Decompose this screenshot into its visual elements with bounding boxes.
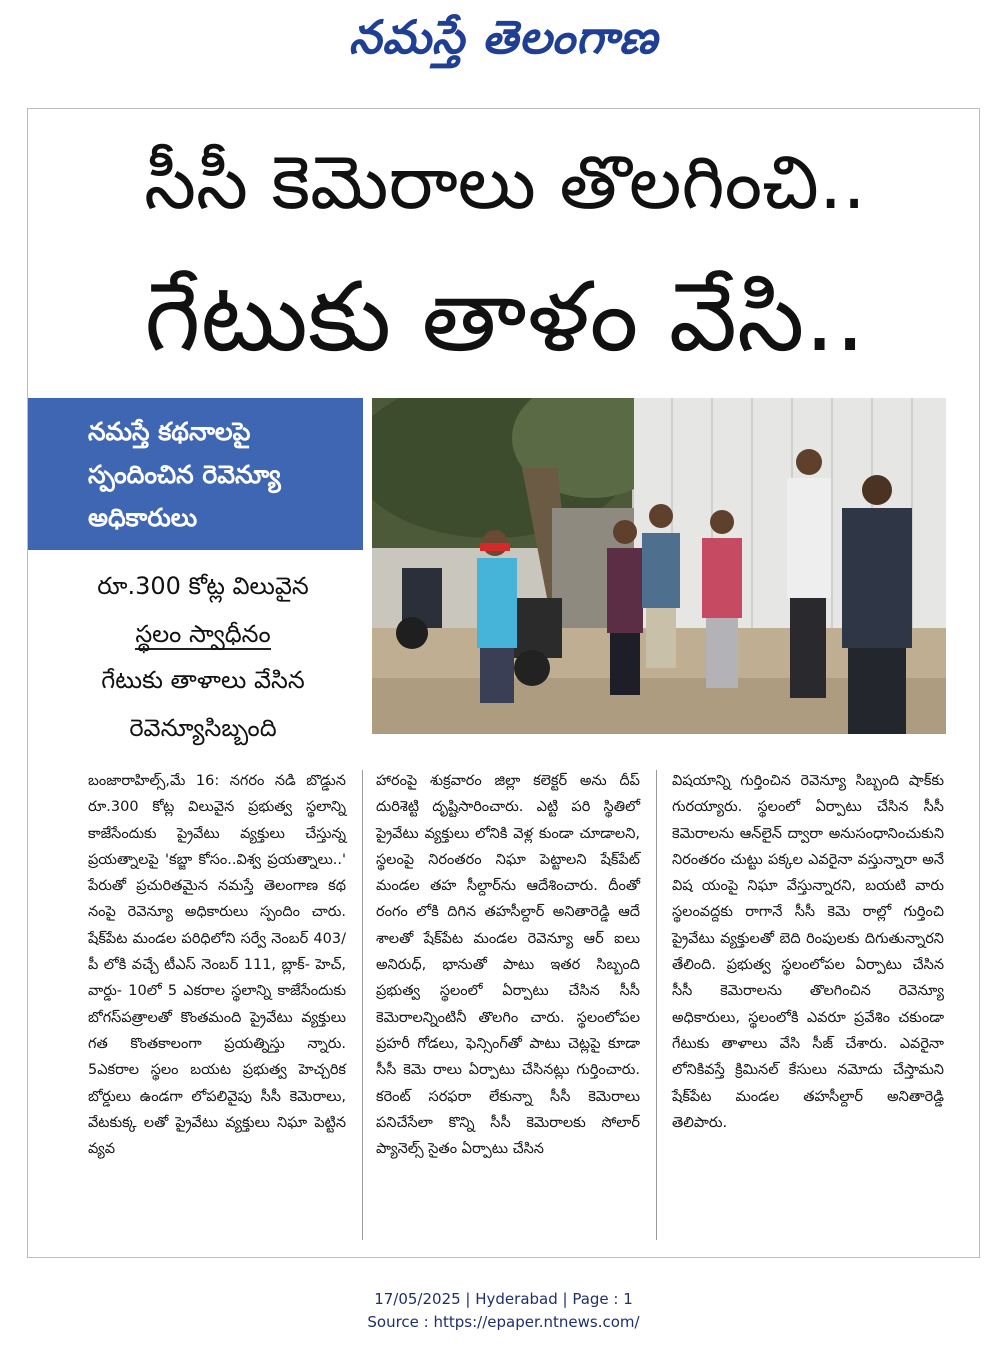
headline-line-2: గేటుకు తాళం వేసి.. [144,261,866,373]
highlight-line-2: స్పందించిన రెవెన్యూ [88,460,281,489]
footer-source-line: Source : https://epaper.ntnews.com/ [367,1313,640,1331]
highlight-line-1: నమస్తే కథనాలపై [88,417,251,446]
column-divider-2 [656,770,657,1240]
column-divider-1 [362,770,363,1240]
subhead-line-1: రూ.300 కోట్ల విలువైన [97,572,309,600]
article-column-2: హారంపై శుక్రవారం జిల్లా కలెక్టర్ అను దీప్ దురిశెట్టి దృష్టిసారించారు. ఎట్టి పరి స్థితిలో ప్రైవేటు వ్యక్తులు లోనికి వెళ్ల కుండా చూడాలని, స్థలంపై నిరంతరం నిఘా పెట్టాలని షేక్‌పేట్ మండల తహ సీల్దార్‌ను ఆదేశించారు. దీంతో రంగం లోకి దిగిన తహసీల్దార్ అనితారెడ్డి ఆదే శాలతో షేక్‌పేట మండల రెవెన్యూ ఆర్ ఐలు అనిరుధ్, భానుతో పాటు ఇతర సిబ్బంది ప్రభుత్వ స్థలంలో ఏర్పాటు చేసిన సీసీ కెమెరాలన్నింటినీ తొలగిం చారు. స్థలంలోపల ప్రహరీ గోడలు, ఫెన్సింగ్‌తో పాటు చెట్లపై కూడా సీసీ కెమె రాలు ఏర్పాటు చేసినట్లు గుర్తించారు. కరెంట్ సరఫరా లేకున్నా సీసీ కెమెరాలు పనిచేసేలా కొన్ని సీసీ కెమెరాలకు సోలార్ ప్యానెల్స్ సైతం ఏర్పాటు చేసిన [376,773,640,1158]
news-photo [372,398,946,734]
subhead-line-4: రెవెన్యూసిబ్బంది [129,714,277,742]
subhead-line-2-text: స్థలం స్వాధీనం [135,620,271,648]
article-column-3: విషయాన్ని గుర్తించిన రెవెన్యూ సిబ్బంది షాక్‌కు గురయ్యారు. స్థలంలో ఏర్పాటు చేసిన సీసీ కెమెరాలను ఆన్‌లైన్ ద్వారా అనుసంధానించుకుని నిరంతరం చుట్టు పక్కల ఎవరైనా వస్తున్నారా అనే విష యంపై నిఘా వేస్తున్నారని, బయటి వారు స్థలంవద్దకు రాగానే సీసీ కెమె రాల్లో గుర్తించి ప్రైవేటు వ్యక్తులతో బెది రింపులకు దిగుతున్నారని తేలింది. ప్రభుత్వ స్థలంలోపల ఏర్పాటు చేసిన సీసీ కెమెరాలను తొలగించిన రెవెన్యూ అధికారులు, స్థలంలోకి ఎవరూ ప్రవేశిం చకుండా గేటుకు తాళాలు వేసి సీజ్ చేశారు. ఎవరైనా లోనికివస్తే క్రిమినల్ కేసులు నమోదు చేస్తామని షేక్‌పేట మండల తహసీల్దార్ అనితారెడ్డి తెలిపారు. [672,773,944,1131]
subhead-line-2 [48,610,358,658]
masthead [0,8,1007,78]
masthead-title: నమస్తే తెలంగాణ [348,10,659,64]
footer-date-line: 17/05/2025 | Hyderabad | Page : 1 [374,1290,633,1308]
highlight-box [28,398,363,550]
subhead-line-3: గేటుకు తాళాలు వేసిన [101,666,305,694]
highlight-line-3: అధికారులు [88,503,198,532]
photo-illustration [372,398,946,734]
article-column-1: బంజారాహిల్స్,మే 16: నగరం నడి బొడ్డున రూ.300 కోట్ల విలువైన ప్రభుత్వ స్థలాన్ని కాజేసేందుకు ప్రైవేటు వ్యక్తులు చేస్తున్న ప్రయత్నాలపై 'కబ్జా కోసం..విశ్వ ప్రయత్నాలు..' పేరుతో ప్రచురితమైన నమస్తే తెలంగాణ కథ నంపై రెవెన్యూ అధికారులు స్పందిం చారు. షేక్‌పేట మండల పరిధిలోని సర్వే నెంబర్ 403/పీ లోకి వచ్చే టీఎస్ నెంబర్ 111, బ్లాక్- హెచ్, వార్డు- 10లో 5 ఎకరాల స్థలాన్ని కాజేసేందుకు బోగస్‌పత్రాలతో కొంతమంది ప్రైవేటు వ్యక్తులు గత కొంతకాలంగా ప్రయత్నిస్తు న్నారు. 5ఎకరాల స్థలం బయట ప్రభుత్వ హెచ్చరిక బోర్డులు ఉండగా లోపలివైపు సీసీ కెమెరాలు, వేటకుక్క లతో ప్రైవేటు వ్యక్తులు నిఘా పెట్టిన వ్యవ [88,773,346,1158]
headline-line-1: సీసీ కెమెరాలు తొలగించి.. [144,140,866,226]
